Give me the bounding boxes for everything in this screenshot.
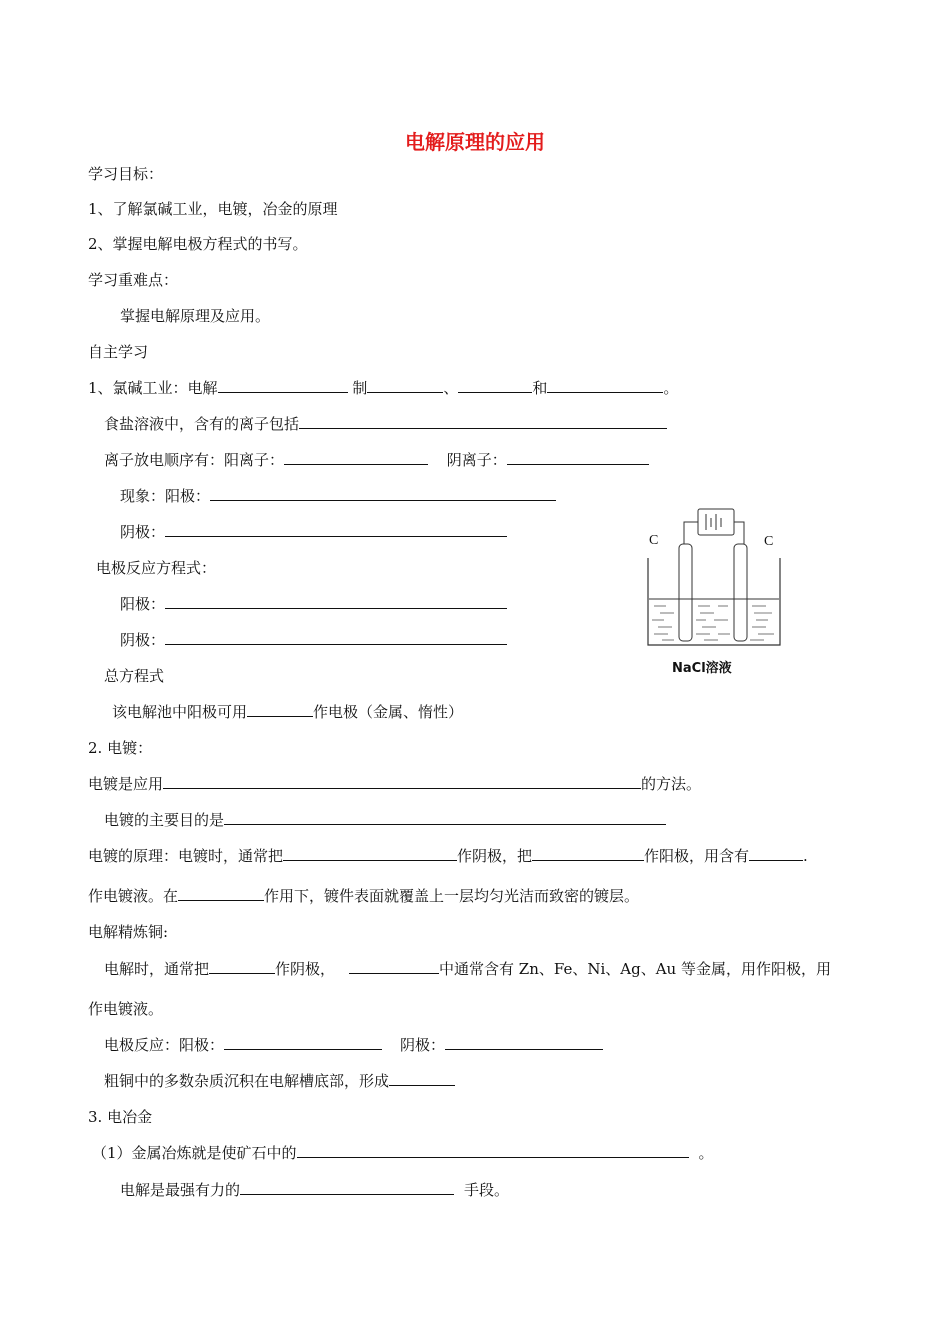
text-fragment: 。	[663, 379, 679, 397]
cation-label: 离子放电顺序有：阳离子：	[104, 451, 285, 469]
text-fragment: 阴极：	[400, 1036, 446, 1054]
text-fragment: 电解是最强有力的	[120, 1181, 241, 1199]
text-fragment: 作电镀液。在	[88, 887, 179, 905]
wire-right	[734, 522, 744, 544]
text-fragment: 作阴极，	[275, 960, 336, 978]
electroplating-heading: 2. 电镀：	[88, 739, 153, 757]
blank-field[interactable]	[284, 450, 428, 465]
blank-field[interactable]	[224, 1035, 382, 1050]
text-fragment: 。	[698, 1144, 714, 1162]
blank-field[interactable]	[209, 959, 275, 974]
chlor-alkali-line	[88, 378, 678, 398]
blank-field[interactable]	[240, 1180, 454, 1195]
text-fragment: 作阳极，用含有	[644, 847, 750, 865]
electrode-eq-heading: 电极反应方程式：	[96, 559, 217, 577]
copper-refining-line-2: 作电镀液。	[88, 1000, 164, 1018]
goal-1: 1、了解氯碱工业，电镀，冶金的原理	[88, 200, 338, 218]
chlor-alkali-intro: 1、氯碱工业：电解	[88, 379, 218, 397]
key-points-heading: 学习重难点：	[88, 271, 179, 289]
eq-anode-label: 阳极：	[120, 595, 166, 613]
text-fragment: 作用下，镀件表面就覆盖上一层均匀光洁而致密的镀层。	[264, 887, 640, 905]
electrometallurgy-heading: 3. 电冶金	[88, 1108, 153, 1126]
electroplating-principle-line-2	[88, 886, 639, 906]
text-fragment: 该电解池中阳极可用	[112, 703, 248, 721]
blank-field[interactable]	[165, 630, 507, 645]
ions-label: 食盐溶液中，含有的离子包括	[104, 415, 300, 433]
anion-label: 阴离子：	[446, 451, 507, 469]
blank-field[interactable]	[224, 810, 666, 825]
right-electrode-label: C	[764, 534, 774, 549]
text-fragment: 、	[443, 379, 459, 397]
electrolysis-cell-diagram	[640, 500, 790, 685]
self-study-heading: 自主学习	[88, 343, 149, 361]
phenomenon-anode-line	[120, 486, 556, 506]
blank-field[interactable]	[749, 846, 803, 861]
blank-field[interactable]	[507, 450, 649, 465]
phenomenon-anode-label: 现象：阳极：	[120, 487, 211, 505]
text-fragment: 和	[532, 379, 548, 397]
anode-material-line	[112, 702, 463, 722]
blank-field[interactable]	[532, 846, 644, 861]
text-fragment: 的方法。	[641, 775, 702, 793]
goal-2: 2、掌握电解电极方程式的书写。	[88, 235, 308, 253]
right-electrode	[734, 544, 747, 641]
solution-caption: NaCl溶液	[672, 661, 732, 676]
blank-field[interactable]	[165, 522, 507, 537]
solution-hatching	[652, 606, 774, 640]
discharge-order-line	[104, 450, 649, 470]
text-fragment: （1）金属冶炼就是使矿石中的	[92, 1144, 297, 1162]
blank-field[interactable]	[247, 702, 313, 717]
metallurgy-line-2	[120, 1180, 509, 1200]
blank-field[interactable]	[445, 1035, 603, 1050]
goals-heading: 学习目标：	[88, 165, 164, 183]
blank-field[interactable]	[165, 594, 507, 609]
ions-line	[104, 414, 667, 434]
copper-refining-line	[104, 959, 831, 979]
anode-mud-line	[104, 1071, 455, 1091]
left-electrode-label: C	[649, 533, 659, 548]
text-fragment: 中通常含有 Zn、Fe、Ni、Ag、Au 等金属，用作阳极，用	[439, 960, 831, 978]
beaker	[648, 558, 780, 645]
left-electrode	[679, 544, 692, 641]
text-fragment: 粗铜中的多数杂质沉积在电解槽底部，形成	[104, 1072, 390, 1090]
text-fragment: 电镀的主要目的是	[104, 811, 225, 829]
eq-cathode-label: 阴极：	[120, 631, 166, 649]
blank-field[interactable]	[389, 1071, 455, 1086]
copper-refining-heading: 电解精炼铜:	[88, 923, 169, 941]
wire-left	[684, 522, 698, 544]
eq-cathode-line	[120, 630, 507, 650]
blank-field[interactable]	[299, 414, 667, 429]
electroplating-principle-line	[88, 846, 808, 866]
text-fragment: 手段。	[464, 1181, 510, 1199]
text-fragment: 电极反应：阳极：	[104, 1036, 225, 1054]
metallurgy-line-1	[92, 1143, 714, 1163]
total-equation-label: 总方程式	[104, 667, 165, 685]
page-title: 电解原理的应用	[405, 130, 545, 154]
blank-field[interactable]	[178, 886, 264, 901]
blank-field[interactable]	[349, 959, 439, 974]
key-points-text: 掌握电解原理及应用。	[120, 307, 271, 325]
text-fragment: 作阴极，把	[457, 847, 533, 865]
blank-field[interactable]	[297, 1143, 689, 1158]
electroplating-def-line	[88, 774, 701, 794]
blank-field[interactable]	[458, 378, 532, 393]
phenomenon-cathode-line	[120, 522, 507, 542]
text-fragment: 作电极（金属、惰性）	[313, 703, 464, 721]
text-fragment: 电解时，通常把	[104, 960, 210, 978]
electrode-reaction-line	[104, 1035, 603, 1055]
blank-field[interactable]	[210, 486, 556, 501]
blank-field[interactable]	[547, 378, 663, 393]
text-fragment: .	[803, 847, 808, 865]
text-fragment: 电镀是应用	[88, 775, 164, 793]
electroplating-purpose-line	[104, 810, 666, 830]
eq-anode-line	[120, 594, 507, 614]
text-fragment: 电镀的原理：电镀时，通常把	[88, 847, 284, 865]
blank-field[interactable]	[283, 846, 457, 861]
phenomenon-cathode-label: 阴极：	[120, 523, 166, 541]
blank-field[interactable]	[163, 774, 641, 789]
blank-field[interactable]	[367, 378, 443, 393]
blank-field[interactable]	[218, 378, 348, 393]
text-fragment: 制	[352, 379, 368, 397]
